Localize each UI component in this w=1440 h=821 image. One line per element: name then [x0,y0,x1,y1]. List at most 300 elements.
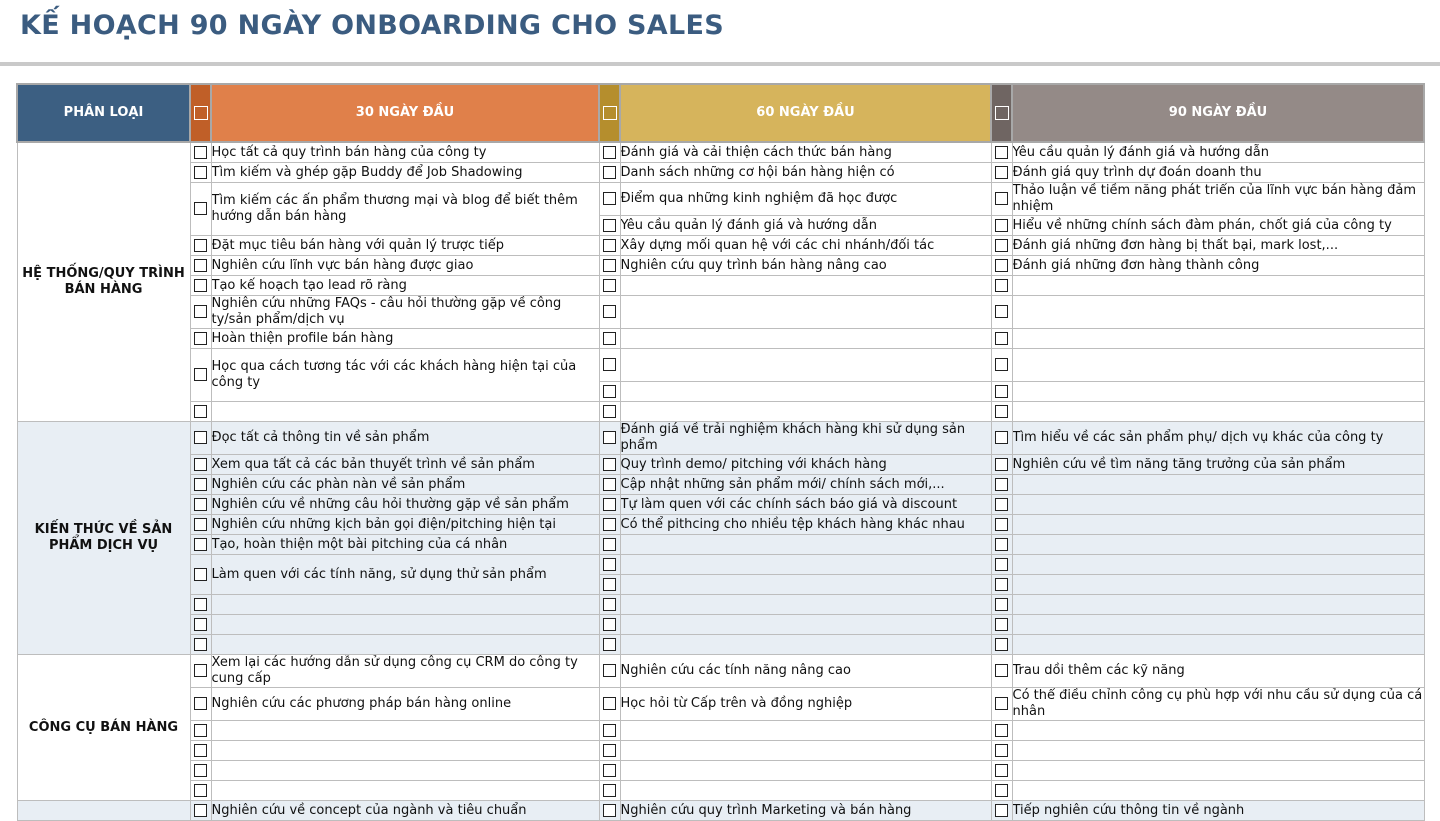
checkbox-cell[interactable] [190,236,211,256]
checkbox-cell[interactable] [991,349,1012,382]
checkbox-icon[interactable] [194,697,207,710]
checkbox-icon[interactable] [995,618,1008,631]
task-cell[interactable]: Yêu cầu quản lý đánh giá và hướng dẫn [1012,142,1424,163]
task-cell[interactable] [1012,721,1424,741]
checkbox-icon[interactable] [603,106,617,120]
checkbox-cell[interactable] [599,475,620,495]
task-cell[interactable] [1012,781,1424,801]
task-cell[interactable] [620,741,991,761]
task-cell[interactable] [1012,475,1424,495]
task-cell[interactable]: Tạo, hoàn thiện một bài pitching của cá nhân [211,535,599,555]
checkbox-cell[interactable] [190,655,211,688]
checkbox-icon[interactable] [603,166,616,179]
checkbox-cell[interactable] [599,216,620,236]
header-60-checkbox-cell[interactable] [599,84,620,142]
task-cell[interactable] [211,741,599,761]
task-cell[interactable]: Hiểu về những chính sách đàm phán, chốt giá của công ty [1012,216,1424,236]
checkbox-cell[interactable] [599,382,620,402]
checkbox-icon[interactable] [194,518,207,531]
checkbox-icon[interactable] [603,478,616,491]
checkbox-icon[interactable] [194,764,207,777]
task-cell[interactable] [1012,555,1424,575]
checkbox-icon[interactable] [995,239,1008,252]
task-cell[interactable] [620,535,991,555]
table-row [17,655,1424,688]
checkbox-icon[interactable] [603,664,616,677]
checkbox-cell[interactable] [991,741,1012,761]
task-cell[interactable] [620,615,991,635]
checkbox-icon[interactable] [995,578,1008,591]
checkbox-icon[interactable] [194,239,207,252]
task-cell[interactable]: Nghiên cứu những FAQs - câu hỏi thường gặp về công ty/sản phẩm/dịch vụ [211,296,599,329]
checkbox-icon[interactable] [603,146,616,159]
task-cell[interactable] [211,402,599,422]
task-cell[interactable] [211,595,599,615]
task-cell[interactable]: Học tất cả quy trình bán hàng của công ty [211,142,599,163]
checkbox-icon[interactable] [995,279,1008,292]
checkbox-icon[interactable] [194,478,207,491]
category-cell: HỆ THỐNG/QUY TRÌNH BÁN HÀNG [17,142,190,422]
checkbox-icon[interactable] [995,804,1008,817]
checkbox-icon[interactable] [194,305,207,318]
checkbox-cell[interactable] [991,761,1012,781]
checkbox-icon[interactable] [995,405,1008,418]
checkbox-icon[interactable] [603,724,616,737]
checkbox-cell[interactable] [190,688,211,721]
checkbox-icon[interactable] [194,259,207,272]
checkbox-icon[interactable] [603,804,616,817]
checkbox-cell[interactable] [599,455,620,475]
task-cell[interactable]: Đánh giá quy trình dự đoán doanh thu [1012,163,1424,183]
checkbox-icon[interactable] [995,385,1008,398]
checkbox-icon[interactable] [995,664,1008,677]
checkbox-cell[interactable] [991,256,1012,276]
title-bar [0,0,1440,62]
task-cell[interactable] [1012,402,1424,422]
task-cell[interactable]: Tìm kiếm các ấn phẩm thương mại và blog để biết thêm hướng dẫn bán hàng [211,183,599,236]
checkbox-icon[interactable] [995,305,1008,318]
task-cell[interactable]: Tiếp nghiên cứu thông tin về ngành [1012,801,1424,821]
task-cell[interactable] [620,721,991,741]
checkbox-cell[interactable] [991,276,1012,296]
checkbox-cell[interactable] [599,142,620,163]
checkbox-cell[interactable] [991,455,1012,475]
checkbox-icon[interactable] [194,279,207,292]
checkbox-cell[interactable] [190,741,211,761]
checkbox-icon[interactable] [995,598,1008,611]
checkbox-cell[interactable] [190,402,211,422]
checkbox-cell[interactable] [190,142,211,163]
checkbox-icon[interactable] [603,431,616,444]
header-30-days: 30 NGÀY ĐẦU [211,84,599,142]
checkbox-cell[interactable] [599,495,620,515]
checkbox-cell[interactable] [991,535,1012,555]
task-cell[interactable] [1012,329,1424,349]
table-row [17,635,1424,655]
checkbox-icon[interactable] [194,724,207,737]
checkbox-icon[interactable] [194,568,207,581]
task-cell[interactable]: Tìm hiểu về các sản phẩm phụ/ dịch vụ khác của công ty [1012,422,1424,455]
task-cell[interactable] [620,781,991,801]
checkbox-icon[interactable] [603,332,616,345]
task-cell[interactable]: Xây dựng mối quan hệ với các chi nhánh/đối tác [620,236,991,256]
checkbox-cell[interactable] [599,655,620,688]
checkbox-cell[interactable] [991,615,1012,635]
checkbox-icon[interactable] [995,332,1008,345]
table-row [17,296,1424,329]
checkbox-icon[interactable] [194,431,207,444]
task-cell[interactable]: Danh sách những cơ hội bán hàng hiện có [620,163,991,183]
header-90-checkbox-cell[interactable] [991,84,1012,142]
checkbox-cell[interactable] [991,635,1012,655]
checkbox-cell[interactable] [599,515,620,535]
checkbox-cell[interactable] [190,515,211,535]
task-cell[interactable] [620,349,991,382]
checkbox-icon[interactable] [603,498,616,511]
category-cell: CÔNG CỤ BÁN HÀNG [17,655,190,801]
header-row [17,84,1424,142]
checkbox-icon[interactable] [603,458,616,471]
checkbox-cell[interactable] [190,535,211,555]
task-cell[interactable]: Có thể điều chỉnh công cụ phù hợp với nhu cầu sử dụng của cá nhân [1012,688,1423,719]
checkbox-icon[interactable] [603,538,616,551]
table-row [17,236,1424,256]
title-divider [0,62,1440,66]
checkbox-cell[interactable] [599,183,620,216]
checkbox-icon[interactable] [995,192,1008,205]
checkbox-icon[interactable] [603,697,616,710]
task-cell[interactable]: Nghiên cứu các tính năng nâng cao [620,655,991,688]
checkbox-cell[interactable] [991,688,1012,721]
checkbox-icon[interactable] [995,784,1008,797]
checkbox-cell[interactable] [991,422,1012,455]
task-cell[interactable] [620,595,991,615]
task-cell[interactable]: Yêu cầu quản lý đánh giá và hướng dẫn [620,216,991,236]
checkbox-cell[interactable] [190,635,211,655]
task-cell[interactable] [1012,761,1424,781]
checkbox-icon[interactable] [194,458,207,471]
checkbox-cell[interactable] [190,555,211,595]
header-30-checkbox-cell[interactable] [190,84,211,142]
task-cell[interactable]: Nghiên cứu quy trình Marketing và bán hàng [620,801,991,821]
table-row [17,761,1424,781]
checkbox-icon[interactable] [603,219,616,232]
task-cell[interactable]: Quy trình demo/ pitching với khách hàng [620,455,991,475]
checkbox-icon[interactable] [995,724,1008,737]
task-cell[interactable] [620,276,991,296]
task-cell[interactable] [1012,349,1424,382]
checkbox-cell[interactable] [599,595,620,615]
checkbox-cell[interactable] [599,402,620,422]
table-row [17,142,1424,163]
table-row [17,515,1424,535]
task-cell[interactable] [211,721,599,741]
task-cell[interactable] [211,615,599,635]
table-row [17,329,1424,349]
task-cell[interactable]: Nghiên cứu những kịch bản gọi điện/pitching hiện tại [211,515,599,535]
header-category: PHÂN LOẠI [17,84,190,142]
checkbox-cell[interactable] [599,688,620,721]
task-cell[interactable] [1012,515,1424,535]
checkbox-icon[interactable] [194,368,207,381]
checkbox-icon[interactable] [603,405,616,418]
checkbox-icon[interactable] [603,358,616,371]
task-cell[interactable] [620,635,991,655]
checkbox-icon[interactable] [603,385,616,398]
checkbox-cell[interactable] [991,555,1012,575]
task-cell[interactable]: Cập nhật những sản phẩm mới/ chính sách mới,... [620,475,991,495]
checkbox-icon[interactable] [995,166,1008,179]
task-cell[interactable] [1012,382,1424,402]
task-cell[interactable] [1012,741,1424,761]
checkbox-icon[interactable] [995,431,1008,444]
task-cell[interactable]: Đánh giá những đơn hàng bị thất bại, mark lost,... [1012,236,1424,256]
task-cell[interactable] [620,382,991,402]
checkbox-cell[interactable] [599,741,620,761]
checkbox-cell[interactable] [991,575,1012,595]
task-cell[interactable]: Tạo kế hoạch tạo lead rõ ràng [211,276,599,296]
checkbox-cell[interactable] [599,349,620,382]
checkbox-cell[interactable] [599,329,620,349]
task-cell[interactable]: Hoàn thiện profile bán hàng [211,329,599,349]
task-cell[interactable]: Nghiên cứu các phương pháp bán hàng online [211,688,599,721]
checkbox-icon[interactable] [603,598,616,611]
checkbox-icon[interactable] [194,202,207,215]
checkbox-icon[interactable] [995,638,1008,651]
table-row [17,721,1424,741]
checkbox-cell[interactable] [599,781,620,801]
task-cell[interactable]: Đánh giá những đơn hàng thành công [1012,256,1424,276]
checkbox-icon[interactable] [995,744,1008,757]
checkbox-icon[interactable] [603,764,616,777]
task-cell[interactable]: Đọc tất cả thông tin về sản phẩm [211,422,599,455]
checkbox-icon[interactable] [995,146,1008,159]
checkbox-cell[interactable] [599,575,620,595]
task-cell[interactable]: Trau dồi thêm các kỹ năng [1012,655,1424,688]
task-cell[interactable] [211,761,599,781]
checkbox-cell[interactable] [991,475,1012,495]
checkbox-cell[interactable] [991,655,1012,688]
table-row [17,256,1424,276]
task-cell[interactable] [620,296,991,329]
task-cell[interactable]: Làm quen với các tính năng, sử dụng thử sản phẩm [211,555,599,595]
checkbox-icon[interactable] [603,259,616,272]
checkbox-cell[interactable] [599,296,620,329]
table-row [17,276,1424,296]
checkbox-icon[interactable] [603,638,616,651]
checkbox-icon[interactable] [194,598,207,611]
task-cell[interactable]: Nghiên cứu về concept của ngành và tiêu chuẩn [211,801,599,821]
checkbox-icon[interactable] [194,638,207,651]
checkbox-cell[interactable] [991,382,1012,402]
checkbox-icon[interactable] [194,166,207,179]
checkbox-cell[interactable] [599,721,620,741]
checkbox-cell[interactable] [599,236,620,256]
checkbox-icon[interactable] [995,358,1008,371]
checkbox-cell[interactable] [599,276,620,296]
checkbox-icon[interactable] [194,498,207,511]
checkbox-cell[interactable] [991,183,1012,216]
checkbox-cell[interactable] [991,515,1012,535]
checkbox-icon[interactable] [603,578,616,591]
checkbox-cell[interactable] [190,256,211,276]
task-cell[interactable] [620,402,991,422]
checkbox-icon[interactable] [194,618,207,631]
checkbox-icon[interactable] [995,558,1008,571]
table-row [17,455,1424,475]
table-row [17,555,1424,575]
checkbox-icon[interactable] [194,804,207,817]
checkbox-icon[interactable] [995,498,1008,511]
table-row [17,688,1424,721]
checkbox-cell[interactable] [599,535,620,555]
task-cell[interactable] [620,329,991,349]
table-row [17,535,1424,555]
page-title: KẾ HOẠCH 90 NGÀY ONBOARDING CHO SALES [20,10,724,41]
checkbox-icon[interactable] [995,518,1008,531]
checkbox-icon[interactable] [995,764,1008,777]
task-cell[interactable]: Nghiên cứu về những câu hỏi thường gặp về sản phẩm [211,495,599,515]
task-cell[interactable] [1012,535,1424,555]
table-row [17,163,1424,183]
task-cell[interactable] [211,781,599,801]
task-cell[interactable]: Học hỏi từ Cấp trên và đồng nghiệp [620,688,991,721]
task-cell[interactable]: Tìm kiếm và ghép gặp Buddy để Job Shadowing [211,163,599,183]
task-cell[interactable] [1012,595,1424,615]
checkbox-icon[interactable] [995,219,1008,232]
checkbox-icon[interactable] [194,106,208,120]
checkbox-cell[interactable] [190,761,211,781]
checkbox-icon[interactable] [603,305,616,318]
task-cell[interactable]: Học qua cách tương tác với các khách hàng hiện tại của công ty [211,349,599,402]
task-cell[interactable] [1012,575,1424,595]
task-cell[interactable]: Đánh giá về trải nghiệm khách hàng khi sử dụng sản phẩm [620,422,991,455]
table-row [17,475,1424,495]
checkbox-cell[interactable] [190,455,211,475]
checkbox-cell[interactable] [190,721,211,741]
task-cell[interactable]: Đặt mục tiêu bán hàng với quản lý trược tiếp [211,236,599,256]
checkbox-icon[interactable] [603,518,616,531]
checkbox-cell[interactable] [599,163,620,183]
task-cell[interactable]: Thảo luận về tiềm năng phát triển của lĩnh vực bán hàng đảm nhiệm [1012,183,1424,216]
checkbox-icon[interactable] [995,538,1008,551]
checkbox-icon[interactable] [995,478,1008,491]
task-cell[interactable] [1012,635,1424,655]
checkbox-cell[interactable] [190,475,211,495]
task-cell[interactable]: Nghiên cứu quy trình bán hàng nâng cao [620,256,991,276]
checkbox-icon[interactable] [995,106,1009,120]
task-cell[interactable]: Điểm qua những kinh nghiệm đã học được [620,183,991,216]
task-cell[interactable] [1012,495,1424,515]
header-90-days: 90 NGÀY ĐẦU [1012,84,1424,142]
checkbox-icon[interactable] [603,558,616,571]
checkbox-cell[interactable] [599,615,620,635]
task-cell[interactable] [620,575,991,595]
category-cell: KIẾN THỨC VỀ SẢN PHẨM DỊCH VỤ [17,422,190,655]
task-cell[interactable] [1012,615,1424,635]
task-cell[interactable]: Nghiên cứu lĩnh vực bán hàng được giao [211,256,599,276]
checkbox-cell[interactable] [599,761,620,781]
checkbox-cell[interactable] [599,422,620,455]
checkbox-cell[interactable] [190,595,211,615]
checkbox-icon[interactable] [995,259,1008,272]
plan-body [17,142,1424,821]
checkbox-icon[interactable] [194,538,207,551]
checkbox-icon[interactable] [194,332,207,345]
onboarding-plan-table [16,83,1425,821]
task-cell[interactable]: Nghiên cứu các phàn nàn về sản phẩm [211,475,599,495]
task-cell[interactable] [1012,296,1424,329]
checkbox-icon[interactable] [194,784,207,797]
table-row [17,402,1424,422]
table-row [17,495,1424,515]
checkbox-icon[interactable] [995,697,1008,710]
checkbox-cell[interactable] [190,183,211,236]
checkbox-cell[interactable] [190,329,211,349]
task-cell[interactable]: Đánh giá và cải thiện cách thức bán hàng [620,142,991,163]
checkbox-icon[interactable] [603,192,616,205]
checkbox-cell[interactable] [991,236,1012,256]
checkbox-cell[interactable] [991,721,1012,741]
checkbox-cell[interactable] [190,349,211,402]
checkbox-icon[interactable] [603,744,616,757]
task-cell[interactable] [620,555,991,575]
checkbox-icon[interactable] [194,146,207,159]
checkbox-cell[interactable] [599,635,620,655]
task-cell[interactable]: Xem lại các hướng dẫn sử dụng công cụ CRM do công ty cung cấp [211,655,599,688]
checkbox-icon[interactable] [603,784,616,797]
checkbox-cell[interactable] [599,256,620,276]
checkbox-icon[interactable] [995,458,1008,471]
checkbox-cell[interactable] [991,595,1012,615]
checkbox-cell[interactable] [190,276,211,296]
checkbox-cell[interactable] [991,402,1012,422]
checkbox-cell[interactable] [991,296,1012,329]
checkbox-cell[interactable] [599,555,620,575]
checkbox-cell[interactable] [991,216,1012,236]
checkbox-icon[interactable] [194,744,207,757]
table-row [17,422,1424,455]
task-cell[interactable] [1012,276,1424,296]
table-row [17,595,1424,615]
checkbox-cell[interactable] [991,495,1012,515]
checkbox-cell[interactable] [991,163,1012,183]
task-cell[interactable] [211,635,599,655]
table-row [17,349,1424,382]
checkbox-cell[interactable] [190,495,211,515]
checkbox-icon[interactable] [194,405,207,418]
task-cell[interactable]: Tự làm quen với các chính sách báo giá và discount [620,495,991,515]
task-cell[interactable]: Nghiên cứu về tìm năng tăng trưởng của sản phẩm [1012,455,1424,475]
task-cell[interactable]: Có thể pithcing cho nhiều tệp khách hàng khác nhau [620,515,991,535]
checkbox-icon[interactable] [603,618,616,631]
table-row [17,781,1424,801]
table-row [17,741,1424,761]
task-cell[interactable]: Xem qua tất cả các bản thuyết trình về sản phẩm [211,455,599,475]
checkbox-cell[interactable] [190,163,211,183]
checkbox-icon[interactable] [603,279,616,292]
checkbox-cell[interactable] [190,296,211,329]
checkbox-cell[interactable] [190,615,211,635]
checkbox-icon[interactable] [603,239,616,252]
checkbox-icon[interactable] [194,664,207,677]
checkbox-cell[interactable] [190,781,211,801]
checkbox-cell[interactable] [991,142,1012,163]
checkbox-cell[interactable] [190,422,211,455]
task-cell[interactable] [620,761,991,781]
checkbox-cell[interactable] [991,329,1012,349]
checkbox-cell[interactable] [991,781,1012,801]
